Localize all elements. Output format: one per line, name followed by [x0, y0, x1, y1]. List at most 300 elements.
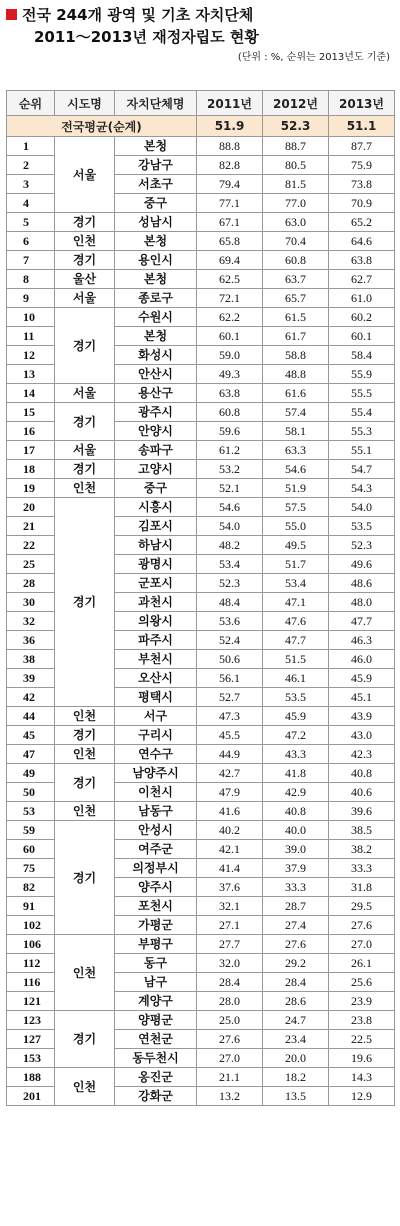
value-2013-cell: 29.5: [329, 897, 395, 916]
value-2013-cell: 49.6: [329, 555, 395, 574]
table-row: [7, 460, 395, 479]
region-cell: 인천: [55, 232, 115, 251]
value-2012-cell: 40.0: [263, 821, 329, 840]
entity-name-cell: 고양시: [115, 460, 197, 479]
value-2011-cell: 59.6: [197, 422, 263, 441]
table-row: [7, 745, 395, 764]
entity-name-cell: 부천시: [115, 650, 197, 669]
rank-cell: 30: [7, 593, 55, 612]
rank-cell: 38: [7, 650, 55, 669]
table-row: [7, 764, 395, 783]
region-cell: 경기: [55, 460, 115, 479]
header-name: 자치단체명: [115, 91, 197, 116]
value-2011-cell: 49.3: [197, 365, 263, 384]
value-2012-cell: 42.9: [263, 783, 329, 802]
entity-name-cell: 과천시: [115, 593, 197, 612]
region-cell: 인천: [55, 707, 115, 726]
value-2013-cell: 73.8: [329, 175, 395, 194]
value-2011-cell: 50.6: [197, 650, 263, 669]
average-2011: 51.9: [197, 116, 263, 137]
value-2011-cell: 48.4: [197, 593, 263, 612]
table-row: [7, 707, 395, 726]
entity-name-cell: 부평구: [115, 935, 197, 954]
region-cell: 경기: [55, 213, 115, 232]
region-cell: 인천: [55, 745, 115, 764]
value-2013-cell: 63.8: [329, 251, 395, 270]
value-2012-cell: 43.3: [263, 745, 329, 764]
unit-note: (단위 : %, 순위는 2013년도 기준): [237, 52, 390, 63]
table-row: [7, 232, 395, 251]
rank-cell: 28: [7, 574, 55, 593]
entity-name-cell: 이천시: [115, 783, 197, 802]
value-2011-cell: 27.1: [197, 916, 263, 935]
entity-name-cell: 송파구: [115, 441, 197, 460]
entity-name-cell: 종로구: [115, 289, 197, 308]
rank-cell: 25: [7, 555, 55, 574]
value-2012-cell: 61.6: [263, 384, 329, 403]
rank-cell: 42: [7, 688, 55, 707]
value-2011-cell: 47.3: [197, 707, 263, 726]
value-2012-cell: 77.0: [263, 194, 329, 213]
value-2011-cell: 52.3: [197, 574, 263, 593]
entity-name-cell: 동두천시: [115, 1049, 197, 1068]
value-2011-cell: 65.8: [197, 232, 263, 251]
rank-cell: 112: [7, 954, 55, 973]
value-2012-cell: 39.0: [263, 840, 329, 859]
entity-name-cell: 서초구: [115, 175, 197, 194]
title-text-1: 전국 244개 광역 및 기초 자치단체: [22, 6, 254, 24]
entity-name-cell: 안산시: [115, 365, 197, 384]
financial-independence-table: [6, 90, 395, 1106]
entity-name-cell: 김포시: [115, 517, 197, 536]
value-2012-cell: 63.7: [263, 270, 329, 289]
value-2012-cell: 80.5: [263, 156, 329, 175]
value-2011-cell: 82.8: [197, 156, 263, 175]
value-2012-cell: 60.8: [263, 251, 329, 270]
entity-name-cell: 평택시: [115, 688, 197, 707]
value-2013-cell: 38.2: [329, 840, 395, 859]
value-2012-cell: 13.5: [263, 1087, 329, 1106]
value-2011-cell: 59.0: [197, 346, 263, 365]
entity-name-cell: 양주시: [115, 878, 197, 897]
value-2013-cell: 40.8: [329, 764, 395, 783]
value-2013-cell: 46.3: [329, 631, 395, 650]
rank-cell: 39: [7, 669, 55, 688]
value-2013-cell: 23.9: [329, 992, 395, 1011]
value-2011-cell: 79.4: [197, 175, 263, 194]
value-2011-cell: 77.1: [197, 194, 263, 213]
value-2013-cell: 55.3: [329, 422, 395, 441]
region-cell: 서울: [55, 289, 115, 308]
value-2013-cell: 43.0: [329, 726, 395, 745]
rank-cell: 91: [7, 897, 55, 916]
rank-cell: 44: [7, 707, 55, 726]
entity-name-cell: 양평군: [115, 1011, 197, 1030]
value-2012-cell: 24.7: [263, 1011, 329, 1030]
table-row: [7, 726, 395, 745]
rank-cell: 106: [7, 935, 55, 954]
entity-name-cell: 시흥시: [115, 498, 197, 517]
value-2011-cell: 53.4: [197, 555, 263, 574]
rank-cell: 32: [7, 612, 55, 631]
region-cell: 경기: [55, 403, 115, 441]
value-2012-cell: 29.2: [263, 954, 329, 973]
entity-name-cell: 본청: [115, 327, 197, 346]
average-row: [7, 116, 395, 137]
rank-cell: 45: [7, 726, 55, 745]
entity-name-cell: 여주군: [115, 840, 197, 859]
value-2013-cell: 62.7: [329, 270, 395, 289]
header-2013: 2013년: [329, 91, 395, 116]
region-cell: 서울: [55, 137, 115, 213]
value-2013-cell: 27.0: [329, 935, 395, 954]
value-2013-cell: 25.6: [329, 973, 395, 992]
value-2012-cell: 58.1: [263, 422, 329, 441]
entity-name-cell: 파주시: [115, 631, 197, 650]
rank-cell: 153: [7, 1049, 55, 1068]
value-2013-cell: 52.3: [329, 536, 395, 555]
value-2012-cell: 46.1: [263, 669, 329, 688]
entity-name-cell: 수원시: [115, 308, 197, 327]
region-cell: 경기: [55, 498, 115, 707]
table-row: [7, 213, 395, 232]
entity-name-cell: 광주시: [115, 403, 197, 422]
value-2011-cell: 67.1: [197, 213, 263, 232]
rank-cell: 12: [7, 346, 55, 365]
rank-cell: 17: [7, 441, 55, 460]
value-2013-cell: 43.9: [329, 707, 395, 726]
rank-cell: 121: [7, 992, 55, 1011]
rank-cell: 49: [7, 764, 55, 783]
entity-name-cell: 강남구: [115, 156, 197, 175]
entity-name-cell: 용인시: [115, 251, 197, 270]
value-2011-cell: 27.7: [197, 935, 263, 954]
rank-cell: 20: [7, 498, 55, 517]
entity-name-cell: 중구: [115, 194, 197, 213]
rank-cell: 14: [7, 384, 55, 403]
entity-name-cell: 본청: [115, 232, 197, 251]
value-2012-cell: 61.7: [263, 327, 329, 346]
region-cell: 경기: [55, 821, 115, 935]
value-2013-cell: 55.1: [329, 441, 395, 460]
value-2011-cell: 32.1: [197, 897, 263, 916]
region-cell: 인천: [55, 1068, 115, 1106]
header-2012: 2012년: [263, 91, 329, 116]
value-2011-cell: 41.6: [197, 802, 263, 821]
value-2013-cell: 45.9: [329, 669, 395, 688]
rank-cell: 50: [7, 783, 55, 802]
rank-cell: 1: [7, 137, 55, 156]
value-2012-cell: 47.7: [263, 631, 329, 650]
value-2011-cell: 61.2: [197, 441, 263, 460]
rank-cell: 127: [7, 1030, 55, 1049]
value-2012-cell: 53.4: [263, 574, 329, 593]
entity-name-cell: 남동구: [115, 802, 197, 821]
rank-cell: 82: [7, 878, 55, 897]
value-2013-cell: 54.7: [329, 460, 395, 479]
value-2011-cell: 13.2: [197, 1087, 263, 1106]
average-2012: 52.3: [263, 116, 329, 137]
value-2012-cell: 28.4: [263, 973, 329, 992]
value-2012-cell: 27.6: [263, 935, 329, 954]
region-cell: 경기: [55, 726, 115, 745]
table-row: [7, 821, 395, 840]
value-2011-cell: 41.4: [197, 859, 263, 878]
region-cell: 울산: [55, 270, 115, 289]
rank-cell: 116: [7, 973, 55, 992]
value-2011-cell: 42.7: [197, 764, 263, 783]
value-2013-cell: 87.7: [329, 137, 395, 156]
value-2013-cell: 46.0: [329, 650, 395, 669]
header-rank: 순위: [7, 91, 55, 116]
rank-cell: 47: [7, 745, 55, 764]
value-2012-cell: 81.5: [263, 175, 329, 194]
value-2013-cell: 23.8: [329, 1011, 395, 1030]
value-2012-cell: 63.0: [263, 213, 329, 232]
value-2012-cell: 40.8: [263, 802, 329, 821]
value-2012-cell: 88.7: [263, 137, 329, 156]
table-row: [7, 308, 395, 327]
value-2011-cell: 40.2: [197, 821, 263, 840]
average-label: 전국평균(순계): [7, 116, 197, 137]
value-2013-cell: 54.0: [329, 498, 395, 517]
value-2012-cell: 49.5: [263, 536, 329, 555]
table-row: [7, 498, 395, 517]
rank-cell: 8: [7, 270, 55, 289]
rank-cell: 6: [7, 232, 55, 251]
entity-name-cell: 포천시: [115, 897, 197, 916]
entity-name-cell: 성남시: [115, 213, 197, 232]
entity-name-cell: 남구: [115, 973, 197, 992]
header-2011: 2011년: [197, 91, 263, 116]
value-2012-cell: 47.6: [263, 612, 329, 631]
entity-name-cell: 광명시: [115, 555, 197, 574]
table-row: [7, 1068, 395, 1087]
value-2012-cell: 53.5: [263, 688, 329, 707]
value-2012-cell: 18.2: [263, 1068, 329, 1087]
rank-cell: 21: [7, 517, 55, 536]
value-2011-cell: 54.0: [197, 517, 263, 536]
title-line-1: [6, 4, 394, 26]
entity-name-cell: 의정부시: [115, 859, 197, 878]
value-2011-cell: 53.6: [197, 612, 263, 631]
title-block: [6, 4, 394, 48]
value-2011-cell: 54.6: [197, 498, 263, 517]
value-2013-cell: 55.4: [329, 403, 395, 422]
value-2012-cell: 51.5: [263, 650, 329, 669]
entity-name-cell: 옹진군: [115, 1068, 197, 1087]
rank-cell: 13: [7, 365, 55, 384]
rank-cell: 7: [7, 251, 55, 270]
table-row: [7, 384, 395, 403]
entity-name-cell: 동구: [115, 954, 197, 973]
value-2013-cell: 48.0: [329, 593, 395, 612]
value-2013-cell: 70.9: [329, 194, 395, 213]
value-2012-cell: 28.7: [263, 897, 329, 916]
table-row: [7, 802, 395, 821]
value-2012-cell: 47.2: [263, 726, 329, 745]
value-2013-cell: 22.5: [329, 1030, 395, 1049]
entity-name-cell: 용산구: [115, 384, 197, 403]
entity-name-cell: 의왕시: [115, 612, 197, 631]
table-row: [7, 270, 395, 289]
rank-cell: 123: [7, 1011, 55, 1030]
value-2011-cell: 25.0: [197, 1011, 263, 1030]
value-2012-cell: 57.5: [263, 498, 329, 517]
title-line-2: 2011～2013년 재정자립도 현황: [34, 28, 259, 46]
rank-cell: 4: [7, 194, 55, 213]
entity-name-cell: 가평군: [115, 916, 197, 935]
table-row: [7, 137, 395, 156]
region-cell: 경기: [55, 764, 115, 802]
value-2011-cell: 60.1: [197, 327, 263, 346]
value-2013-cell: 45.1: [329, 688, 395, 707]
value-2011-cell: 69.4: [197, 251, 263, 270]
region-cell: 서울: [55, 384, 115, 403]
value-2011-cell: 28.4: [197, 973, 263, 992]
rank-cell: 11: [7, 327, 55, 346]
entity-name-cell: 오산시: [115, 669, 197, 688]
entity-name-cell: 안성시: [115, 821, 197, 840]
entity-name-cell: 본청: [115, 270, 197, 289]
value-2011-cell: 52.4: [197, 631, 263, 650]
red-square-icon: [6, 9, 17, 20]
average-2013: 51.1: [329, 116, 395, 137]
table-row: [7, 403, 395, 422]
value-2012-cell: 20.0: [263, 1049, 329, 1068]
header-region: 시도명: [55, 91, 115, 116]
value-2013-cell: 61.0: [329, 289, 395, 308]
region-cell: 서울: [55, 441, 115, 460]
value-2013-cell: 55.9: [329, 365, 395, 384]
value-2012-cell: 23.4: [263, 1030, 329, 1049]
value-2011-cell: 27.0: [197, 1049, 263, 1068]
entity-name-cell: 중구: [115, 479, 197, 498]
value-2011-cell: 42.1: [197, 840, 263, 859]
region-cell: 경기: [55, 251, 115, 270]
value-2013-cell: 31.8: [329, 878, 395, 897]
value-2012-cell: 54.6: [263, 460, 329, 479]
value-2013-cell: 40.6: [329, 783, 395, 802]
value-2013-cell: 64.6: [329, 232, 395, 251]
rank-cell: 59: [7, 821, 55, 840]
value-2013-cell: 60.2: [329, 308, 395, 327]
value-2012-cell: 58.8: [263, 346, 329, 365]
value-2011-cell: 62.2: [197, 308, 263, 327]
value-2012-cell: 45.9: [263, 707, 329, 726]
value-2012-cell: 48.8: [263, 365, 329, 384]
rank-cell: 16: [7, 422, 55, 441]
table-row: [7, 479, 395, 498]
value-2012-cell: 47.1: [263, 593, 329, 612]
value-2011-cell: 37.6: [197, 878, 263, 897]
value-2011-cell: 52.7: [197, 688, 263, 707]
value-2013-cell: 75.9: [329, 156, 395, 175]
rank-cell: 75: [7, 859, 55, 878]
value-2011-cell: 45.5: [197, 726, 263, 745]
value-2011-cell: 48.2: [197, 536, 263, 555]
entity-name-cell: 안양시: [115, 422, 197, 441]
value-2013-cell: 65.2: [329, 213, 395, 232]
value-2012-cell: 28.6: [263, 992, 329, 1011]
table-row: [7, 441, 395, 460]
rank-cell: 18: [7, 460, 55, 479]
value-2011-cell: 72.1: [197, 289, 263, 308]
value-2013-cell: 53.5: [329, 517, 395, 536]
value-2011-cell: 88.8: [197, 137, 263, 156]
entity-name-cell: 서구: [115, 707, 197, 726]
entity-name-cell: 계양구: [115, 992, 197, 1011]
value-2013-cell: 26.1: [329, 954, 395, 973]
value-2011-cell: 52.1: [197, 479, 263, 498]
table-row: [7, 251, 395, 270]
rank-cell: 60: [7, 840, 55, 859]
rank-cell: 9: [7, 289, 55, 308]
table-row: [7, 1011, 395, 1030]
value-2011-cell: 62.5: [197, 270, 263, 289]
value-2011-cell: 56.1: [197, 669, 263, 688]
value-2013-cell: 47.7: [329, 612, 395, 631]
value-2013-cell: 33.3: [329, 859, 395, 878]
rank-cell: 3: [7, 175, 55, 194]
value-2011-cell: 47.9: [197, 783, 263, 802]
value-2012-cell: 37.9: [263, 859, 329, 878]
value-2012-cell: 33.3: [263, 878, 329, 897]
entity-name-cell: 연수구: [115, 745, 197, 764]
value-2011-cell: 21.1: [197, 1068, 263, 1087]
rank-cell: 5: [7, 213, 55, 232]
value-2013-cell: 14.3: [329, 1068, 395, 1087]
value-2012-cell: 61.5: [263, 308, 329, 327]
value-2011-cell: 44.9: [197, 745, 263, 764]
value-2012-cell: 55.0: [263, 517, 329, 536]
rank-cell: 22: [7, 536, 55, 555]
value-2012-cell: 41.8: [263, 764, 329, 783]
value-2013-cell: 38.5: [329, 821, 395, 840]
region-cell: 인천: [55, 802, 115, 821]
value-2013-cell: 48.6: [329, 574, 395, 593]
value-2012-cell: 57.4: [263, 403, 329, 422]
value-2012-cell: 51.7: [263, 555, 329, 574]
header-row: [7, 91, 395, 116]
value-2012-cell: 63.3: [263, 441, 329, 460]
value-2013-cell: 58.4: [329, 346, 395, 365]
entity-name-cell: 군포시: [115, 574, 197, 593]
entity-name-cell: 본청: [115, 137, 197, 156]
value-2013-cell: 27.6: [329, 916, 395, 935]
value-2012-cell: 65.7: [263, 289, 329, 308]
region-cell: 경기: [55, 1011, 115, 1068]
entity-name-cell: 강화군: [115, 1087, 197, 1106]
value-2011-cell: 53.2: [197, 460, 263, 479]
value-2012-cell: 51.9: [263, 479, 329, 498]
value-2011-cell: 60.8: [197, 403, 263, 422]
rank-cell: 102: [7, 916, 55, 935]
rank-cell: 188: [7, 1068, 55, 1087]
rank-cell: 15: [7, 403, 55, 422]
region-cell: 인천: [55, 479, 115, 498]
value-2013-cell: 54.3: [329, 479, 395, 498]
rank-cell: 36: [7, 631, 55, 650]
entity-name-cell: 구리시: [115, 726, 197, 745]
value-2012-cell: 70.4: [263, 232, 329, 251]
value-2011-cell: 63.8: [197, 384, 263, 403]
rank-cell: 201: [7, 1087, 55, 1106]
rank-cell: 10: [7, 308, 55, 327]
value-2011-cell: 32.0: [197, 954, 263, 973]
table-row: [7, 289, 395, 308]
value-2013-cell: 12.9: [329, 1087, 395, 1106]
